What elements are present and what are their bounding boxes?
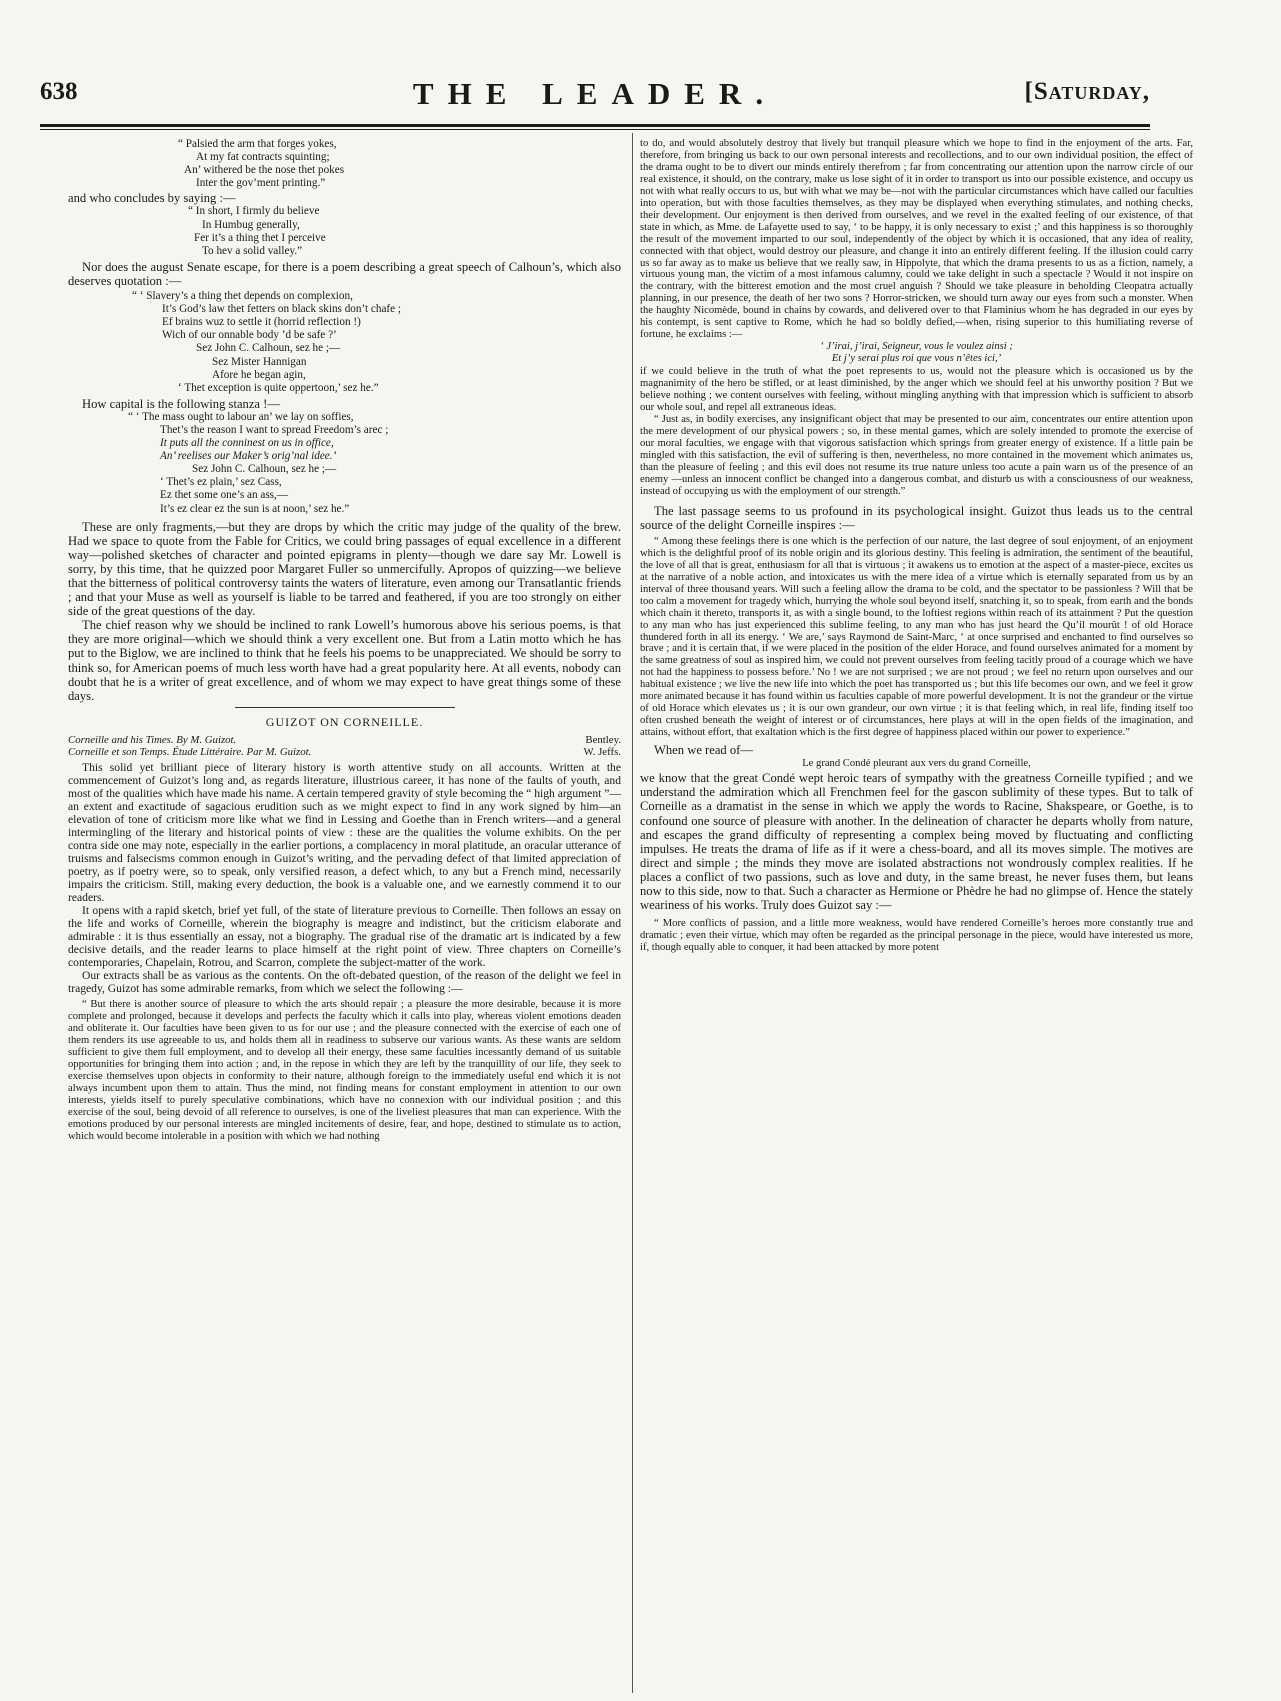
verse-line: Et j’y serai plus roi que vous n’êtes ici,’	[831, 353, 1002, 365]
verse-line: It’s God’s law thet fetters on black skins don’t chafe ;	[162, 303, 402, 316]
verse-line: To hev a solid valley.”	[202, 244, 303, 257]
verse-line: Ez thet some one’s an ass,—	[160, 489, 289, 502]
verse-line: Afore he began agin,	[212, 368, 306, 381]
section-rule	[235, 707, 455, 708]
verse-yokes	[68, 138, 621, 190]
page-number: 638	[40, 78, 78, 105]
header-rule-thin	[40, 129, 1150, 130]
paragraph: The chief reason why we should be inclined to rank Lowell’s humorous above his serious poems, is that they are more original—which we should think a very excellent one. But from a Latin motto which he has put to the Biglow, we are inclined to think that he feels his poems to be unappreciated. We should be sorry to think so, for American poems of much less worth have had a great popularity here. At all events, nobody can doubt that he is a writer of great excellence, and of whom we may expect to have great things some of these days.	[68, 618, 621, 703]
french-verse	[640, 341, 1193, 365]
header-rule-thick	[40, 124, 1150, 127]
biblio-publisher: W. Jeffs.	[583, 746, 621, 759]
bibliography-entry	[68, 746, 621, 759]
verse-line: Sez John C. Calhoun, sez he ;—	[192, 463, 337, 476]
verse-stanza	[68, 411, 621, 516]
paragraph: we know that the great Condé wept heroic tears of sympathy with the greatness Corneille typified ; and we understand the admiration which all Frenchmen feel for the gascon sublimity of these types. But to talk of Corneille as a dramatist in the sense in which we apply the words to Racine, Shakspeare, or Goethe, is to confound one source of pleasure with another. In the delineation of character he departs wholly from nature, and escapes the grand difficulty of representing a complex being moved by fluctuating and conflicting impulses. He treats the drama of life as if it were a chess-board, and all its moves simple. The motives are direct and simple ; the minds they move are isolated abstractions not wondrously complex realities. If he places a conflict of two passions, such as love and duty, in the same breast, he never fuses them, but leans now to this side, now to that. Such a character as Hermione or Phèdre he had no glimpse of. Hence the stately weariness of his works. Truly does Guizot say :—	[640, 771, 1193, 913]
verse-line: “ ‘ Slavery’s a thing thet depends on complexion,	[132, 290, 353, 303]
quotation: “ But there is another source of pleasure to which the arts should repair ; a pleasure the more desirable, because it is more complete and prolonged, because it develops and perfects the faculty which it calls into play, whereas violent emotions deaden and obliterate it. Our faculties have been given to us for our use ; and the pleasure connected with the exercise of each one of them renders its use agreeable to us, and holds them all in readiness to subserve our various wants. As these wants are seldom sufficient to give them full employment, and to develop all their energy, these same faculties incessantly demand of us suitable opportunities for bringing them into action ; and, in the repose in which they are left by the tranquillity of our life, they seek to exercise themselves upon objects in conformity to their nature, although foreign to the immediately useful end which it is not always incumbent upon them to attain. Thus the mind, not finding means for constant employment in attention to our own interests, yields itself to purely speculative combinations, which have no connexion with our individual position ; and this exercise of the soul, being devoid of all reference to ourselves, is one of the liveliest pleasures that man can experience. With the emotions produced by our personal interests are mingled incitements of desire, fear, and hope, destined to stimulate us to action, which would become intolerable in a position with which we had nothing	[68, 999, 621, 1142]
paragraph: How capital is the following stanza !—	[82, 396, 280, 411]
quotation: if we could believe in the truth of what the poet represents to us, would not the pleasure which is occasioned us by the magnanimity of the hero be stifled, or at least diminished, by the anger which we should feel at his unworthy position ? But we believe nothing ; we content ourselves with feeling, without mingling anything with that impression which is sufficient to absorb our whole soul, and repel all extraneous ideas.	[640, 366, 1193, 414]
paragraph: These are only fragments,—but they are drops by which the critic may judge of the quality of the brew. Had we space to quote from the Fable for Critics, we could bring passages of equal excellence in a different way—polished sketches of character and pointed epigrams in plenty—though we dare say Mr. Lowell is sorry, by this time, that he quizzed poor Margaret Fuller so unmercifully. Apropos of quizzing—we believe that the bitterness of political controversy taints the waters of literature, even among our Transatlantic friends ; and that your Muse as well as yourself is liable to be tarred and feathered, if you are too strongly on either side of the great questions of the day.	[68, 519, 621, 619]
paragraph: Nor does the august Senate escape, for there is a poem describing a great speech of Calhoun’s, which also deserves quotation :—	[68, 259, 621, 288]
verse-line: “ Palsied the arm that forges yokes,	[178, 138, 337, 150]
quoted-line: Le grand Condé pleurant aux vers du grand Corneille,	[802, 758, 1031, 770]
verse-line: Thet’s the reason I want to spread Freedom’s arec ;	[160, 423, 389, 436]
verse-line: Ef brains wuz to settle it (horrid reflection !)	[162, 316, 361, 329]
verse-line: Wich of our onnable body ’d be safe ?’	[162, 329, 337, 342]
left-column	[68, 138, 621, 1142]
verse-line: At my fat contracts squinting;	[196, 151, 330, 164]
verse-line: ‘ J’irai, j’irai, Seigneur, vous le voulez ainsi ;	[820, 341, 1013, 353]
column-divider	[632, 133, 633, 1693]
verse-line: An’ withered be the nose thet pokes	[184, 164, 345, 177]
biblio-title: Corneille et son Temps. Étude Littéraire. Par M. Guizot.	[68, 746, 312, 759]
bibliography-entry	[68, 734, 621, 747]
verse-line: Fer it’s a thing thet I perceive	[194, 231, 326, 244]
verse-line: In Humbug generally,	[202, 218, 300, 231]
biblio-publisher: Bentley.	[585, 733, 621, 746]
verse-calhoun	[68, 290, 621, 395]
quotation: “ More conflicts of passion, and a little more weakness, would have rendered Corneille’s heroes more constantly true and dramatic ; even their virtue, which may often be regarded as the principal personage in the piece, would have interested us more, if, though equally able to conquer, it had been attacked by more potent	[640, 918, 1193, 954]
verse-line: ‘ Thet’s ez plain,’ sez Cass,	[160, 476, 282, 489]
verse-line: Inter the gov’ment printing.”	[196, 177, 326, 190]
verse-line: An’ reelises our Maker’s orig’nal idee.’	[160, 450, 337, 463]
verse-line: “ In short, I firmly du believe	[188, 205, 320, 218]
paragraph: Our extracts shall be as various as the contents. On the oft-debated question, of the reason of the delight we feel in tragedy, Guizot has some admirable remarks, from which we select the following :—	[68, 969, 621, 996]
paragraph: When we read of—	[654, 743, 753, 758]
masthead-title: THE LEADER.	[412, 76, 778, 111]
verse-line: It puts all the conninest on us in office,	[160, 437, 334, 450]
verse-line: Sez John C. Calhoun, sez he ;—	[196, 342, 341, 355]
quotation: “ Just as, in bodily exercises, any insignificant object that may be presented to our aim, concentrates our entire attention upon the mere development of our physical powers ; so, in these mental games, which are solely intended to promote the exercise of our moral faculties, we engage with that vigorous satisfaction which springs from greater energy of existence. If a little pain be mingled with this satisfaction, the evil of suffering is then, nevertheless, no more contained in the movement which animates us, than the pleasure of feeling ; and this evil does not resume its true nature unless too acute a pain warn us of the presence of an enemy —unless an innocent conflict be changed into a dangerous combat, and disturb us with a consciousness of our weakness, instead of occupying us with the employment of our strength.”	[640, 414, 1193, 497]
article-heading: GUIZOT ON CORNEILLE.	[265, 714, 424, 729]
quotation: “ Among these feelings there is one which is the perfection of our nature, the last degree of soul enjoyment, of an enjoyment which is the delightful proof of its noble origin and its glorious destiny. This feeling is admiration, the sentiment of the beautiful, the love of all that is great, enthusiasm for all that is virtuous ; it awakens us to emotion at the aspect of a master-piece, excites us at the narrative of a noble action, and intoxicates us with the mere idea of a virtue which is eternally separated from us by an interval of three thousand years. Will such a feeling allow the drama to be cold, and the spectator to be passionless ? Will that be too calm a movement for tragedy which, hurrying the whole soul beyond itself, snatching it, so to speak, from earth and the bonds which chain it thereto, transports it, as with a single bound, to the loftiest regions within reach of its attainment ? Put the question to any man who has just experienced this sublime feeling, to any man who has just heard the Qu’il mourût ! of old Horace thundered forth in all its energy. ‘ We are,’ says Raymond de Saint-Marc, ‘ at once surprised and enchanted to find ourselves so brave ; and it is certain that, if we were placed in the position of the elder Horace, and found ourselves animated for a moment by the same greatness of soul as inspired him, we could not prevent ourselves from feeling tacitly proud of a courage which we have not had the happiness to possess before.’ No ! we are not surprised ; we are not proud ; we feel no return upon ourselves and our habitual existence ; we live the new life into which the poet has transported us ; but this life becomes our own, and we feel it grow more animated because it has found within us faculties capable of more powerful development. It is not the grandeur or the virtue of old Horace which elevates us ; it is our own grandeur, our own virtue ; it is that feeling which, in real life, finding itself too often crushed beneath the weight of interest or of circumstances, here plays at will in the open fields of the imagination, and attains, without effort, that exaltation which is the first degree of happiness placed within our power to experience.”	[640, 535, 1193, 739]
paragraph: This solid yet brilliant piece of literary history is worth attentive study on all accounts. Written at the commencement of Guizot’s long and, as regards literature, illustrious career, it has none of the faults of youth, and most of the qualities which have made his name. A certain tempered gravity of style becoming the “ high argument ”—an extent and exactitude of sagacious erudition such as we might expect to find in any work signed by him—an elevation of tone of criticism more like what we find in Lessing and Goethe than in French writers—and a general intermingling of the literary and historical points of view : these are the qualities the volume exhibits. On the per contra side one may note, especially in the earlier portions, a complacency in moral platitude, an oracular utterance of truisms and falsecisms common enough in Guizot’s writing, and the pervading defect of that limited appreciation of poetry, as if poetry were, so to speak, only versified reason, a defect which, to any but a French mind, necessarily impairs the criticism. Still, making every deduction, the book is a valuable one, and we earnestly commend it to our readers.	[68, 761, 621, 905]
verse-line: “ ‘ The mass ought to labour an’ we lay on soffies,	[128, 410, 354, 423]
verse-line: It’s ez clear ez the sun is at noon,’ sez he.”	[160, 502, 350, 515]
biblio-title: Corneille and his Times. By M. Guizot.	[68, 733, 237, 746]
verse-line: Sez Mister Hannigan	[212, 355, 307, 368]
paragraph: It opens with a rapid sketch, brief yet full, of the state of literature previous to Corneille. Then follows an essay on the life and works of Corneille, wherein the biography is meagre and indistinct, but the criticism elaborate and admirable : it is thus essentially an essay, not a biography. The gradual rise of the dramatic art is indicated by a few decisive details, and the reader learns to place himself at the right point of view. Three chapters on Corneille’s contemporaries, Chapelain, Rotrou, and Scarron, complete the subject-matter of the work.	[68, 904, 621, 970]
quotation-continued: to do, and would absolutely destroy that lively but tranquil pleasure which we hope to find in the enjoyment of the arts. Far, therefore, from bringing us back to our own personal interests and recollections, and to our own individual position, the effect of the drama ought to be to divert our minds entirely therefrom ; far from concentrating our attention upon the narrow circle of our real existence, it should, on the contrary, make us lose sight of it in order to transport us into our possible existence, and occupy us not with what really occurs to us, but with what we may be—not with the particular circumstances which have called our faculties into operation, but with those faculties themselves, as they may be displayed when everything stimulates, and nothing checks, their development. Our enjoyment is then derived from ourselves, and we revel in the exalted feeling of our existence, of that state in which, as Mme. de Lafayette used to say, ‘ to be happy, it is only necessary to exist ;’ and this happiness is so thoroughly the result of the movement imparted to our soul, independently of the object by which it is occasioned, that any idea of reality, connected with that object, would destroy our pleasure, and change it into an entirely different feeling. If the illusion could carry us so far away as to make us believe that we really saw, in Hippolyte, that which the drama presents to us as a fiction, namely, a virtuous young man, the victim of a most infamous calumny, could we take delight in such a spectacle ? Would it not inspire on the contrary, with the bitterest emotion and the most cruel anguish ? Should we take pleasure in beholding Cleopatra actually planning, in our presence, the death of her two sons ? Horror-stricken, we should turn away our eyes from such a monster. When the haughty Nicomède, bound in chains by cowards, and delivered over to that Flaminius whom he has degraded in our eyes by his contempt, is sent captive to Rome, which he had so boldly defied,—when, rising superior to this humiliating reverse of fortune, he exclaims :—	[640, 138, 1193, 341]
paragraph: and who concludes by saying :—	[68, 191, 236, 206]
verse-line: ‘ Thet exception is quite oppertoon,’ sez he.”	[178, 381, 379, 394]
verse-humbug	[68, 205, 621, 257]
right-column	[640, 138, 1193, 954]
header-dayname: [Saturday,	[1024, 78, 1150, 105]
page-header	[40, 78, 1150, 118]
paragraph: The last passage seems to us profound in its psychological insight. Guizot thus leads us to the central source of the delight Corneille inspires :—	[640, 503, 1193, 532]
